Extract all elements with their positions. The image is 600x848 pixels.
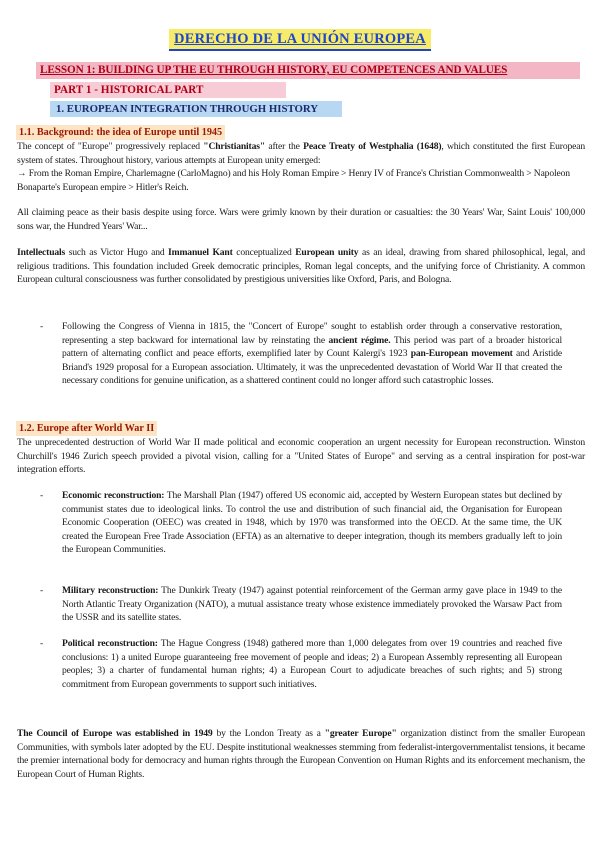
bullet-concert-of-europe xyxy=(40,320,562,388)
text: The Hague Congress (1948) gathered more than 1,000 delegates from over 19 countries and reached five conclusions: 1) a united Europe guaranteeing free movement of people and ideas; 2) a European Assembly representing all European peoples; 3) a charter of fundamental human rights; 4) a European Court to adjudicate breaches of such rights; and 5) strong commitment from European governments to support such initiatives. xyxy=(62,638,563,690)
dash-marker: - xyxy=(40,638,44,649)
bold-text: Military reconstruction: xyxy=(62,585,159,596)
dash-marker: - xyxy=(40,490,44,501)
text: , which constituted the first European system of states. Throughout history, various attempts at European unity emerged: xyxy=(17,141,585,166)
bold-text: European unity xyxy=(295,247,359,258)
text: This period was part of a broader historical pattern of alternating conflict and peace efforts, exemplified later by Count Kalergi's 1923 xyxy=(62,334,562,360)
bullet-economic-reconstruction xyxy=(40,489,562,557)
bold-text: Intellectuals xyxy=(17,247,66,258)
dash-marker: - xyxy=(40,321,44,332)
document-title: DERECHO DE LA UNIÓN EUROPEA xyxy=(169,29,431,51)
bold-text: Political reconstruction: xyxy=(62,638,158,649)
title-row xyxy=(0,0,600,51)
bold-text: The Council of Europe was established in 1949 xyxy=(17,728,213,739)
dash-marker: - xyxy=(40,585,44,596)
bold-text: ancient régime. xyxy=(328,334,391,346)
paragraph-westphalia xyxy=(17,140,585,194)
text: such as Victor Hugo and xyxy=(65,247,169,258)
bold-text: Immanuel Kant xyxy=(168,247,233,258)
text: The Dunkirk Treaty (1947) against potential reinforcement of the German army gave place in 1949 to the North Atlantic Treaty Organization (NATO), a mutual assistance treaty whose existence immediately provoked the Warsaw Pact from the USSR and its satellite states. xyxy=(62,585,562,624)
text: Following the Congress of Vienna in 1815, the "Concert of Europe" sought to establish order through a conservative restoration, representing a step backward for international law by reinstating the xyxy=(62,321,562,346)
subsection-heading-1-1: 1.1. Background: the idea of Europe until 1945 xyxy=(16,125,225,140)
text: after the xyxy=(265,141,304,152)
bold-text: Peace Treaty of Westphalia (1648) xyxy=(303,141,442,152)
section-heading: 1. EUROPEAN INTEGRATION THROUGH HISTORY xyxy=(50,101,342,117)
text: The concept of "Europe" progressively replaced xyxy=(17,141,204,152)
text: organization distinct from the smaller European Communities, with symbols later adopted by the EU. Despite institutional weaknesses stemming from federalist-intergovernmentalist tensions, it became the premier international body for democracy and human rights through the European Convention on Human Rights and its enforcement mechanism, the European Court of Human Rights. xyxy=(17,728,585,780)
lesson-heading: LESSON 1: BUILDING UP THE EU THROUGH HISTORY, EU COMPETENCES AND VALUES xyxy=(36,62,580,79)
text: conceptualized xyxy=(232,247,296,258)
arrow-line: → From the Roman Empire, Charlemagne (CarloMagno) and his Holy Roman Empire > Henry IV of France's Christian Commonwealth > Napoleon Bonaparte's European empire > Hitler's Reich. xyxy=(17,168,570,193)
bullet-military-reconstruction xyxy=(40,584,562,625)
subsection-heading-1-2: 1.2. Europe after World War II xyxy=(16,421,157,436)
paragraph-council-of-europe xyxy=(17,727,585,781)
bullet-political-reconstruction xyxy=(40,637,563,691)
paragraph-post-war: The unprecedented destruction of World War II made political and economic cooperation an urgent necessity for European reconstruction. Winston Churchill's 1946 Zurich speech provided a pivotal vision, calling for a "United States of Europe" and serving as a central inspiration for post-war integration efforts. xyxy=(17,437,585,476)
paragraph-wars: All claiming peace as their basis despite using force. Wars were grimly known by their duration or casualties: the 30 Years' War, Saint Louis' 100,000 sons war, the Hundred Years' War... xyxy=(17,207,585,232)
part-heading: PART 1 - HISTORICAL PART xyxy=(50,82,286,98)
bold-text: "Christianitas" xyxy=(203,141,266,152)
bold-text: Economic reconstruction: xyxy=(62,490,165,501)
text: The Marshall Plan (1947) offered US economic aid, accepted by Western European states but declined by communist states due to ideological links. To control the use and distribution of such financial aid, the Organisation for European Economic Cooperation (OEEC) was created in 1948, which by 1970 was transformed into the OECD. At the same time, the UK created the European Free Trade Association (EFTA) as an alternative to deeper integration, though its members gradually left to join the European Communities. xyxy=(62,490,562,556)
text: as an ideal, drawing from shared philosophical, legal, and religious traditions. This foundation included Greek democratic principles, Roman legal concepts, and the unifying force of Christianity. A common European cultural consciousness was further consolidated by prestigious universities like Oxford, Paris, and Bologna. xyxy=(17,247,585,286)
paragraph-intellectuals xyxy=(17,246,585,287)
text: and Aristide Briand's 1929 proposal for a European association. Ultimately, it was the unprecedented devastation of World War II that created the necessary conditions for genuine unification, as a shattered continent could no longer afford such catastrophic losses. xyxy=(62,348,562,387)
bold-text: pan-European movement xyxy=(410,348,513,360)
text: by the London Treaty as a xyxy=(212,728,325,739)
bold-text: "greater Europe" xyxy=(324,728,397,739)
